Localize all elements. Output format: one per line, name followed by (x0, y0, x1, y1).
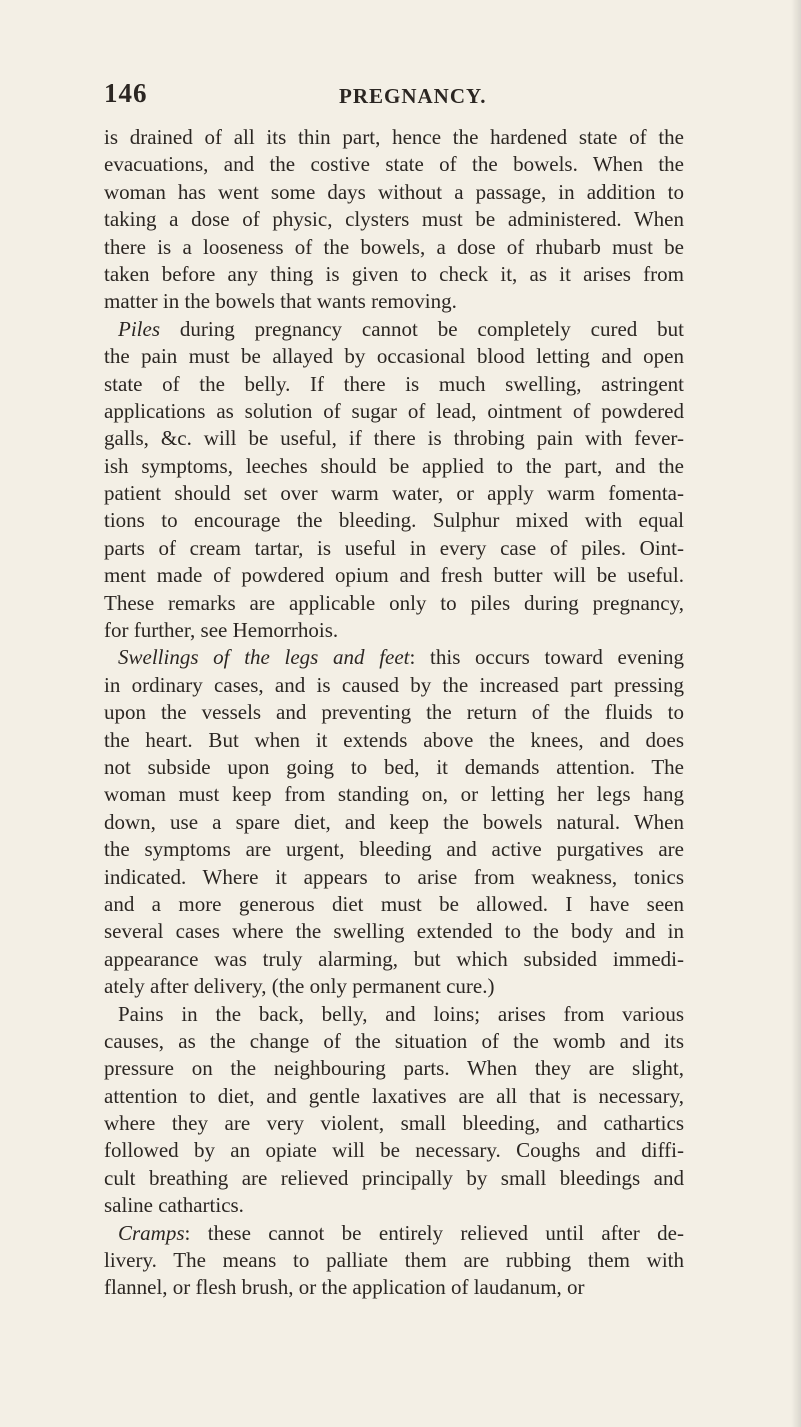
body-text (104, 124, 684, 1302)
text-line: there is a looseness of the bowels, a dose of rhubarb must be (104, 234, 684, 259)
text-line: tions to encourage the bleeding. Sulphur mixed with equal (104, 508, 684, 533)
text-line: taking a dose of physic, clysters must be administered. When (104, 207, 684, 232)
text-line: several cases where the swelling extended to the body and in (104, 919, 684, 944)
text-line: ment made of powdered opium and fresh butter will be useful. (104, 563, 684, 588)
text-line: ately after delivery, (the only permanent cure.) (104, 974, 495, 999)
text-line: cult breathing are relieved principally by small bleedings and (104, 1165, 684, 1190)
text-line: the heart. But when it extends above the knees, and does (104, 727, 684, 752)
text-line: livery. The means to palliate them are rubbing them with (104, 1248, 684, 1273)
text-line: the pain must be allayed by occasional blood letting and open (104, 344, 684, 369)
text-line: down, use a spare diet, and keep the bowels natural. When (104, 809, 684, 834)
section-heading: Swellings of the legs and feet (118, 645, 410, 670)
running-head: PREGNANCY. (339, 84, 487, 108)
text-line: applications as solution of sugar of lead, ointment of powdered (104, 398, 684, 423)
text-line: flannel, or flesh brush, or the application of laudanum, or (104, 1275, 585, 1300)
text-line (104, 644, 684, 671)
text-line: state of the belly. If there is much swelling, astringent (104, 371, 684, 396)
text-line: woman must keep from standing on, or letting her legs hang (104, 782, 684, 807)
text-line: indicated. Where it appears to arise from weakness, tonics (104, 864, 684, 889)
text-line: causes, as the change of the situation of the womb and its (104, 1028, 684, 1053)
text-line: evacuations, and the costive state of the bowels. When the (104, 152, 684, 177)
text-line: Pains in the back, belly, and loins; arises from various (118, 1001, 684, 1026)
text-line: upon the vessels and preventing the return of the fluids to (104, 700, 684, 725)
page-number: 146 (104, 78, 148, 108)
text-line: taken before any thing is given to check it, as it arises from (104, 261, 684, 286)
text-line: is drained of all its thin part, hence the hardened state of the (104, 125, 684, 149)
line-text: : this occurs toward evening (409, 645, 684, 670)
section-heading: Cramps (118, 1220, 185, 1245)
page-edge-shadow (791, 0, 801, 1427)
text-line: appearance was truly alarming, but which subsided immedi- (104, 946, 684, 971)
text-line: saline cathartics. (104, 1193, 244, 1218)
text-line: attention to diet, and gentle laxatives are all that is necessary, (104, 1083, 684, 1108)
text-line: woman has went some days without a passage, in addition to (104, 179, 684, 204)
text-line: galls, &c. will be useful, if there is throbing pain with fever- (104, 426, 684, 451)
text-line (104, 316, 684, 343)
text-line: where they are very violent, small bleeding, and cathartics (104, 1111, 684, 1136)
text-line: These remarks are applicable only to piles during pregnancy, (104, 590, 684, 615)
text-line: parts of cream tartar, is useful in every case of piles. Oint- (104, 535, 684, 560)
line-text: : these cannot be entirely relieved until after de- (184, 1220, 684, 1245)
section-heading: Piles (118, 316, 160, 341)
line-text: during pregnancy cannot be completely cured but (160, 316, 684, 341)
text-line: pressure on the neighbouring parts. When they are slight, (104, 1056, 684, 1081)
text-line: followed by an opiate will be necessary. Coughs and diffi- (104, 1138, 684, 1163)
text-line: matter in the bowels that wants removing. (104, 289, 457, 314)
text-line: in ordinary cases, and is caused by the increased part pressing (104, 672, 684, 697)
text-line: and a more generous diet must be allowed. I have seen (104, 891, 684, 916)
text-line: not subside upon going to bed, it demands attention. The (104, 754, 684, 779)
text-line: ish symptoms, leeches should be applied to the part, and the (104, 453, 684, 478)
text-line: for further, see Hemorrhois. (104, 618, 339, 643)
text-line (104, 1220, 684, 1247)
text-line: patient should set over warm water, or apply warm fomenta- (104, 481, 684, 506)
text-line: the symptoms are urgent, bleeding and active purgatives are (104, 837, 684, 862)
